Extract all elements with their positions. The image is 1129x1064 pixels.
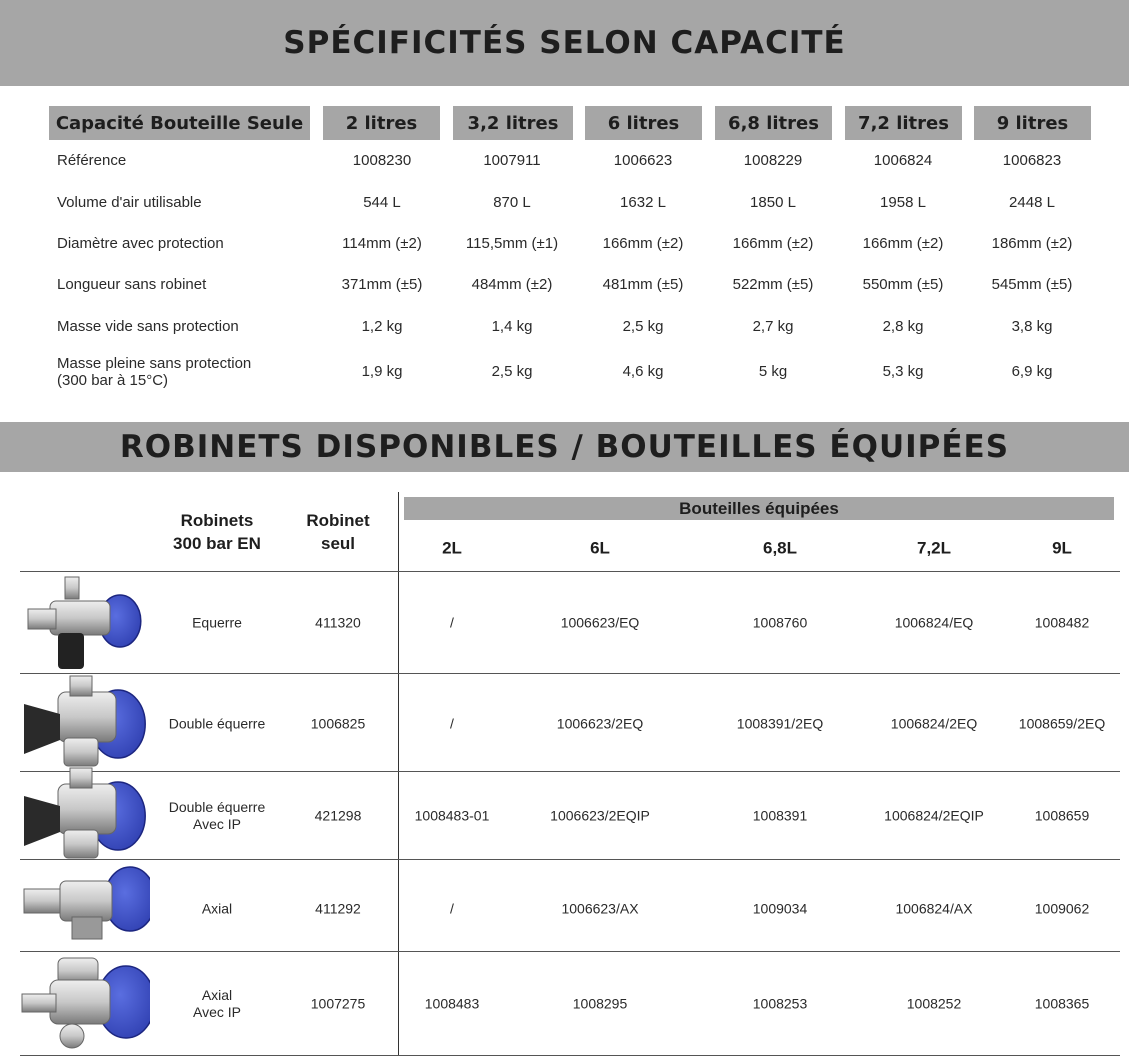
equipped-bottle-ref: 1006623/EQ <box>560 614 640 631</box>
spec-value-cell: 114mm (±2) <box>342 235 422 252</box>
spec-value-cell: 1007911 <box>483 152 541 169</box>
equipped-col-header: 6L <box>590 538 610 558</box>
column-divider <box>398 492 399 1055</box>
specs-header-col: 3,2 litres <box>453 106 573 140</box>
spec-row-label <box>57 276 206 293</box>
valve-name-line2: Avec IP <box>193 1004 241 1020</box>
equipped-bottle-ref: 1008391 <box>752 807 808 824</box>
equipped-bottle-ref: / <box>450 715 454 732</box>
valves-header-robinets-line1: Robinets <box>180 511 254 530</box>
valve-name-line1: Equerre <box>192 614 242 631</box>
equipped-bottle-ref: 1008365 <box>1034 995 1090 1012</box>
equipped-bottle-ref: 1008391/2EQ <box>736 715 824 732</box>
spec-value-cell: 3,8 kg <box>1011 318 1053 335</box>
spec-row-label-line2: (300 bar à 15°C) <box>57 372 169 389</box>
specs-header-col: 9 litres <box>974 106 1091 140</box>
valves-header-seul-line1: Robinet <box>306 511 370 530</box>
valve-double-equerre-icon <box>20 674 150 779</box>
specs-header-col: 6 litres <box>585 106 702 140</box>
spec-value-cell: 1,9 kg <box>361 363 403 380</box>
spec-value-cell: 1850 L <box>750 194 796 211</box>
spec-value-cell: 481mm (±5) <box>602 276 684 293</box>
spec-value-cell: 2,8 kg <box>882 318 924 335</box>
spec-row-label-line1: Masse vide sans protection <box>57 318 239 335</box>
equipped-bottle-ref: 1006824/AX <box>895 900 973 917</box>
valve-name-line1: Axial <box>201 900 233 917</box>
row-divider <box>20 951 1120 952</box>
valve-name <box>169 799 266 833</box>
valve-axial-icon <box>20 859 150 964</box>
valve-name <box>169 716 266 733</box>
row-divider <box>20 771 1120 772</box>
spec-value-cell: 166mm (±2) <box>862 235 944 252</box>
equipped-bottle-ref: 1006824/2EQ <box>890 715 978 732</box>
valves-header-robinet-seul <box>288 509 388 555</box>
valve-name <box>192 615 242 632</box>
equipped-bottle-ref: 1008482 <box>1034 614 1090 631</box>
spec-value-cell: 545mm (±5) <box>991 276 1073 293</box>
spec-value-cell: 186mm (±2) <box>991 235 1073 252</box>
equipped-bottle-ref: / <box>450 900 454 917</box>
valve-name-line1: Axial <box>201 987 233 1003</box>
equipped-bottle-ref: / <box>450 614 454 631</box>
spec-value-cell: 550mm (±5) <box>862 276 944 293</box>
spec-row-label <box>57 194 202 211</box>
spec-value-cell: 1006623 <box>613 152 673 169</box>
spec-row-label <box>57 318 239 335</box>
valve-double-equerre-ip-icon <box>20 766 150 871</box>
equipped-bottle-ref: 1008760 <box>752 614 808 631</box>
specs-header-capacity: Capacité Bouteille Seule <box>49 106 310 140</box>
spec-value-cell: 6,9 kg <box>1011 363 1053 380</box>
equipped-col-header: 2L <box>442 538 462 558</box>
spec-value-cell: 1,2 kg <box>361 318 403 335</box>
equipped-bottle-ref: 1006824/EQ <box>894 614 974 631</box>
spec-value-cell: 1,4 kg <box>491 318 533 335</box>
spec-value-cell: 5,3 kg <box>882 363 924 380</box>
spec-value-cell: 1008229 <box>743 152 803 169</box>
spec-value-cell: 522mm (±5) <box>732 276 814 293</box>
equipped-bottle-ref: 1008295 <box>572 995 628 1012</box>
specs-section-banner <box>0 0 1129 86</box>
row-divider <box>20 673 1120 674</box>
equipped-bottle-ref: 1008252 <box>906 995 962 1012</box>
row-divider <box>20 571 1120 572</box>
equipped-col-header: 9L <box>1052 538 1072 558</box>
row-divider <box>20 859 1120 860</box>
valve-name-line1: Double équerre <box>168 799 266 815</box>
spec-value-cell: 5 kg <box>758 363 788 380</box>
spec-value-cell: 1006824 <box>873 152 933 169</box>
specs-section-title: SPÉCIFICITÉS SELON CAPACITÉ <box>283 25 846 61</box>
spec-row-label <box>57 355 251 389</box>
spec-row-label-line1: Masse pleine sans protection <box>57 355 252 372</box>
spec-value-cell: 4,6 kg <box>622 363 664 380</box>
spec-value-cell: 115,5mm (±1) <box>465 235 559 252</box>
valve-name <box>202 901 232 918</box>
spec-value-cell: 870 L <box>493 194 531 211</box>
valve-ref: 1007275 <box>310 995 366 1012</box>
equipped-bottle-ref: 1008483-01 <box>414 807 490 824</box>
spec-value-cell: 371mm (±5) <box>341 276 423 293</box>
valves-section-banner <box>0 422 1129 472</box>
spec-value-cell: 1632 L <box>620 194 666 211</box>
spec-value-cell: 2,5 kg <box>491 363 533 380</box>
equipped-col-header: 6,8L <box>762 538 798 558</box>
valves-section-title: ROBINETS DISPONIBLES / BOUTEILLES ÉQUIPÉES <box>119 429 1010 465</box>
specs-header-col: 6,8 litres <box>715 106 832 140</box>
spec-row-label-line1: Volume d'air utilisable <box>57 194 202 211</box>
valve-name-line1: Double équerre <box>168 715 266 732</box>
equipped-bottle-ref: 1008483 <box>424 995 480 1012</box>
equipped-bottle-ref: 1009062 <box>1034 900 1090 917</box>
spec-value-cell: 544 L <box>363 194 401 211</box>
equipped-bottle-ref: 1009034 <box>752 900 808 917</box>
specs-header-col: 7,2 litres <box>845 106 962 140</box>
spec-row-label-line1: Référence <box>57 152 127 169</box>
equipped-bottles-header: Bouteilles équipées <box>404 497 1114 520</box>
spec-row-label <box>57 152 126 169</box>
spec-row-label <box>57 235 224 252</box>
valve-ref: 1006825 <box>310 715 366 732</box>
equipped-bottle-ref: 1006623/AX <box>561 900 639 917</box>
spec-row-label-line1: Longueur sans robinet <box>57 276 207 293</box>
valve-name <box>193 987 241 1021</box>
valve-name-line2: Avec IP <box>192 816 241 832</box>
spec-value-cell: 1958 L <box>880 194 926 211</box>
equipped-col-header: 7,2L <box>916 538 952 558</box>
valve-ref: 411320 <box>315 614 361 631</box>
spec-value-cell: 1008230 <box>352 152 412 169</box>
equipped-bottle-ref: 1008659/2EQ <box>1018 715 1106 732</box>
valves-header-robinets-line2: 300 bar EN <box>173 534 261 553</box>
valve-equerre-icon <box>20 573 150 678</box>
spec-row-label-line1: Diamètre avec protection <box>57 235 224 252</box>
valve-axial-ip-icon <box>20 954 150 1059</box>
row-divider <box>20 1055 1120 1056</box>
spec-value-cell: 484mm (±2) <box>471 276 553 293</box>
equipped-bottle-ref: 1008659 <box>1034 807 1090 824</box>
spec-value-cell: 1006823 <box>1002 152 1062 169</box>
equipped-bottle-ref: 1006623/2EQIP <box>550 807 650 824</box>
spec-value-cell: 2448 L <box>1009 194 1055 211</box>
spec-value-cell: 2,5 kg <box>622 318 664 335</box>
valve-ref: 421298 <box>314 807 362 824</box>
equipped-bottle-ref: 1008253 <box>752 995 808 1012</box>
valves-header-robinets <box>152 509 282 555</box>
equipped-bottle-ref: 1006824/2EQIP <box>884 807 984 824</box>
equipped-bottle-ref: 1006623/2EQ <box>556 715 644 732</box>
spec-value-cell: 166mm (±2) <box>602 235 684 252</box>
specs-header-col: 2 litres <box>323 106 440 140</box>
valves-header-seul-line2: seul <box>320 534 356 553</box>
spec-value-cell: 166mm (±2) <box>732 235 814 252</box>
spec-value-cell: 2,7 kg <box>752 318 794 335</box>
valve-ref: 411292 <box>315 900 361 917</box>
